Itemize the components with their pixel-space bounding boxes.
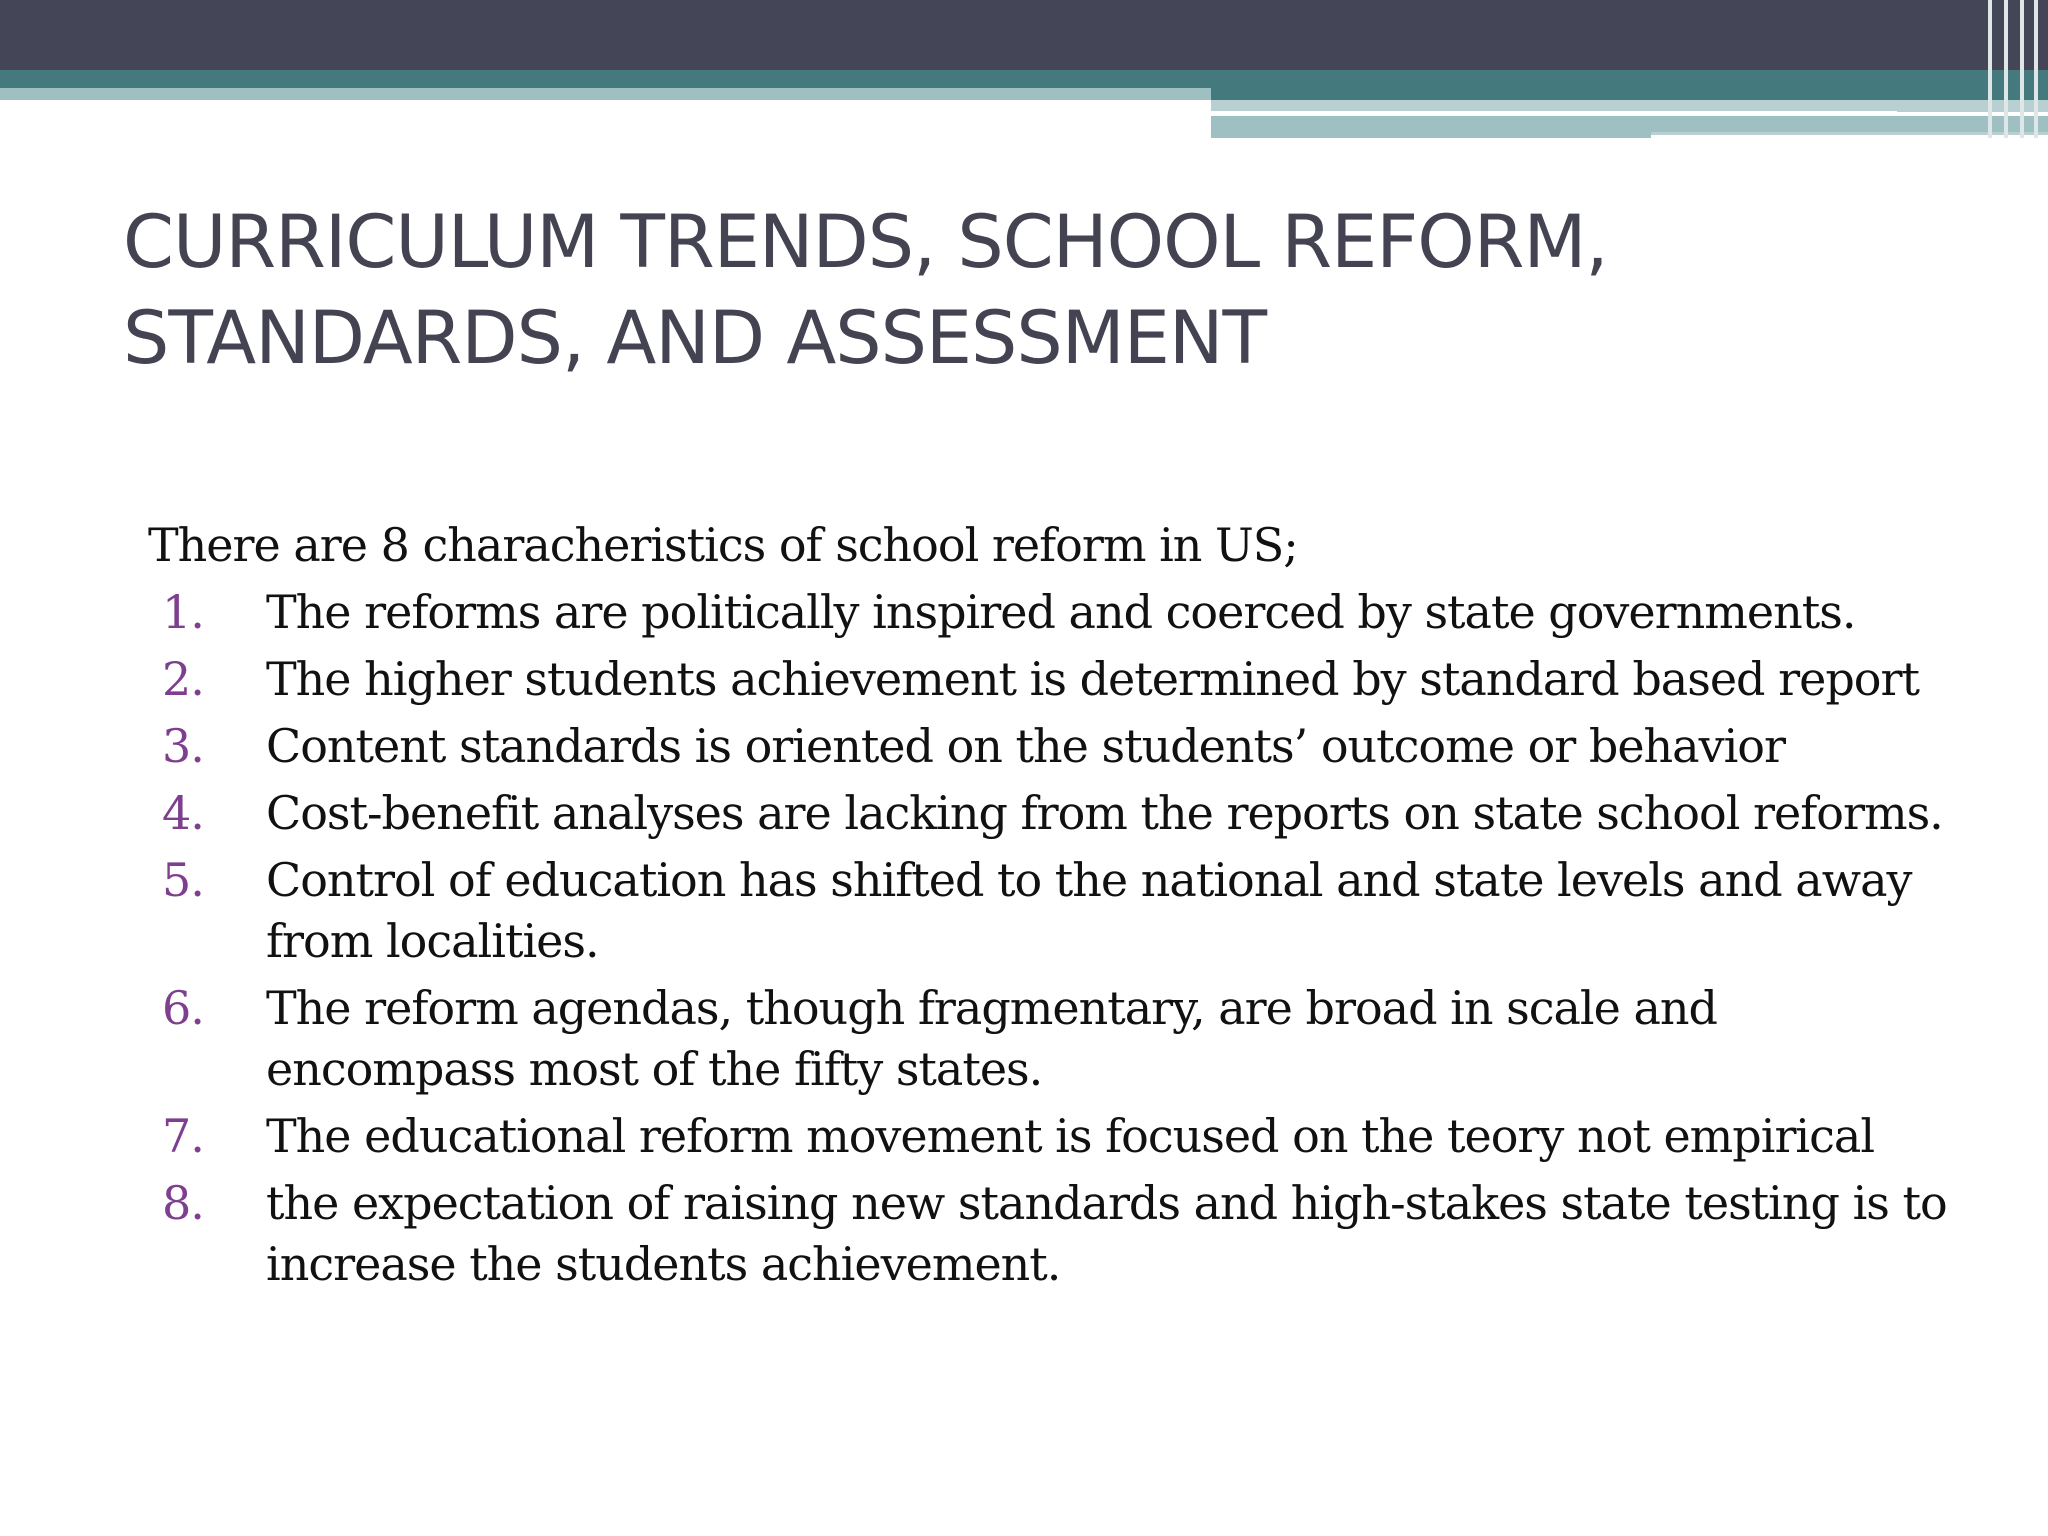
list-item-number: 8. (162, 1176, 204, 1230)
header-band-right-step (1211, 132, 1651, 138)
list-item-text: Cost-benefit analyses are lacking from the reports on state school reforms. (266, 786, 1943, 840)
list-item-text: the expectation of raising new standards and high-stakes state testing is to increase the students achievement. (266, 1176, 1947, 1291)
list-item-text: Control of education has shifted to the national and state levels and away from localities. (266, 853, 1912, 968)
list-item-number: 3. (162, 719, 204, 773)
header-vertical-line (1988, 0, 1992, 138)
header-band-dark (0, 0, 2048, 70)
list-item-text: The educational reform movement is focused on the teory not empirical (266, 1109, 1875, 1163)
list-item-number: 4. (162, 786, 204, 840)
list-item (148, 850, 1948, 972)
list-item-number: 5. (162, 853, 204, 907)
header-band-teal (0, 70, 2048, 88)
list-item-text: The reform agendas, though fragmentary, are broad in scale and encompass most of the fifty states. (266, 981, 1717, 1096)
list-item (148, 1173, 1948, 1295)
list-item (148, 582, 1948, 643)
slide-title (123, 195, 1923, 387)
slide-body (148, 512, 1948, 1301)
intro-text: There are 8 characheristics of school reform in US; (148, 518, 1298, 572)
slide-title-line-2: STANDARDS, AND ASSESSMENT (123, 296, 1267, 381)
list-item-number: 1. (162, 585, 204, 639)
list-item-number: 2. (162, 652, 204, 706)
list-item (148, 978, 1948, 1100)
list-item-text: The higher students achievement is determined by standard based report (266, 652, 1919, 706)
slide-title-line-1: CURRICULUM TRENDS, SCHOOL REFORM, (123, 200, 1608, 285)
list-item (148, 783, 1948, 844)
characteristics-list (148, 582, 1948, 1295)
header-vertical-line (2004, 0, 2008, 138)
header-band-right-step (1211, 116, 2048, 132)
list-item-text: Content standards is oriented on the students’ outcome or behavior (266, 719, 1785, 773)
list-item-number: 7. (162, 1109, 204, 1163)
header-band-light-left (0, 88, 1211, 100)
header-vertical-line (2020, 0, 2024, 138)
header-vertical-line (2034, 0, 2038, 138)
list-item (148, 716, 1948, 777)
list-item-text: The reforms are politically inspired and coerced by state governments. (266, 585, 1856, 639)
header-band-teal-right (1211, 88, 2048, 100)
list-item-number: 6. (162, 981, 204, 1035)
list-item (148, 649, 1948, 710)
list-item (148, 1106, 1948, 1167)
